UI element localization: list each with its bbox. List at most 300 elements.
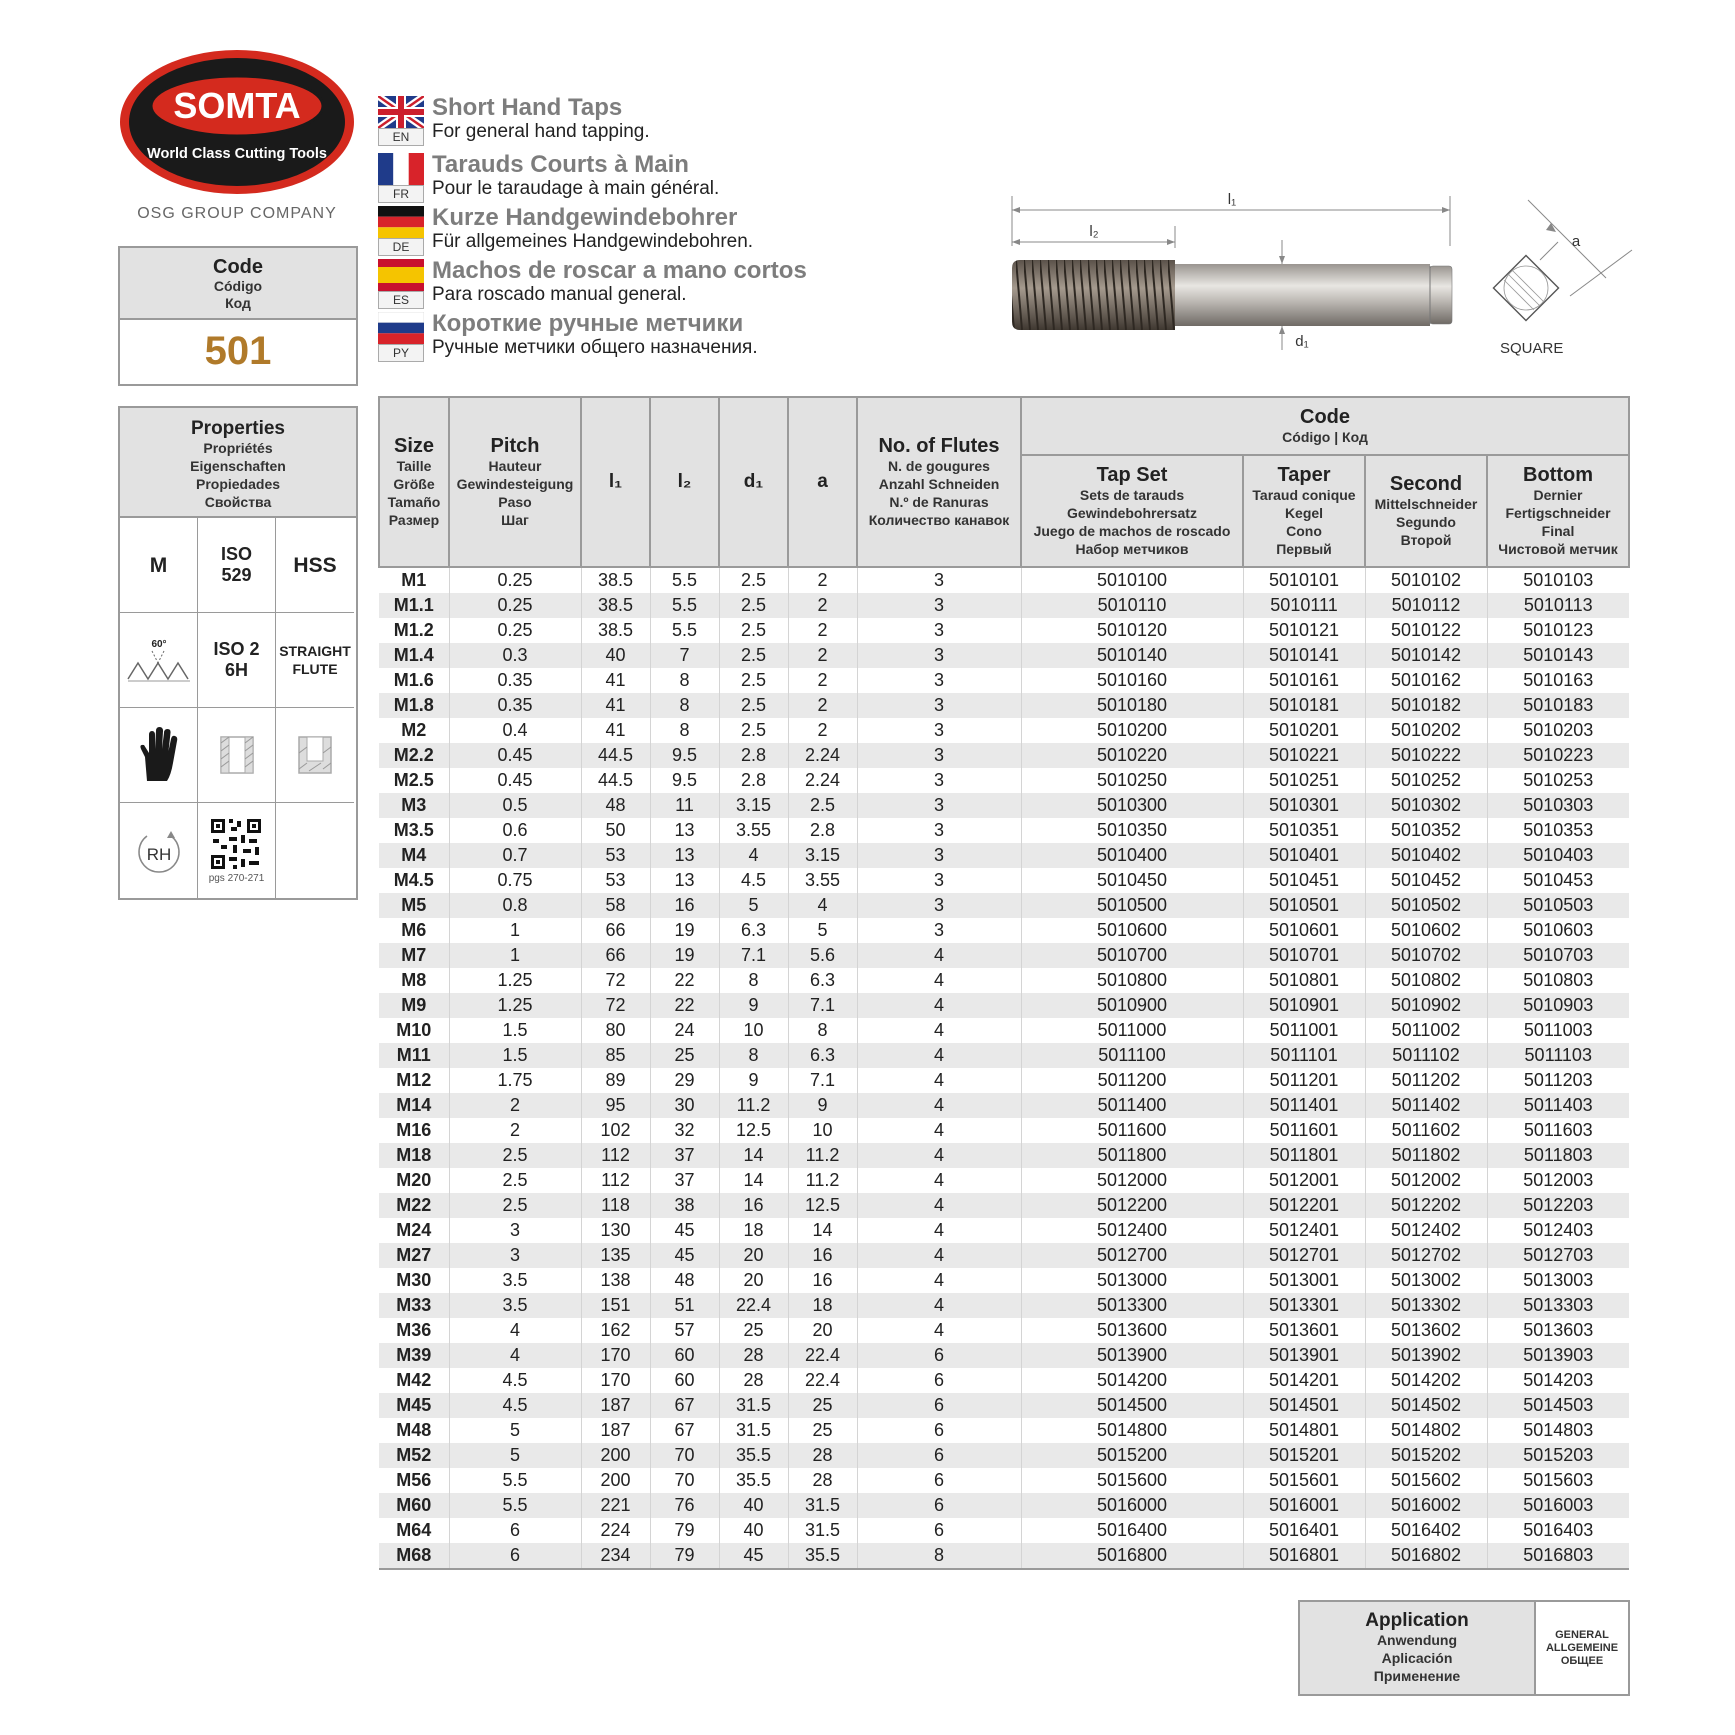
cell-second-code: 5013902 [1365,1343,1487,1368]
cell-taper-code: 5010351 [1243,818,1365,843]
cell-tap-set-code: 5010800 [1021,968,1243,993]
table-row [379,1043,1629,1068]
cell-size: M9 [379,993,449,1018]
cell-d1: 2.8 [719,743,788,768]
cell-flutes: 3 [857,893,1021,918]
cell-tap-set-code: 5016400 [1021,1518,1243,1543]
cell-tap-set-code: 5010200 [1021,718,1243,743]
cell-pitch: 5 [449,1418,581,1443]
cell-l1: 89 [581,1068,650,1093]
cell-pitch: 1 [449,918,581,943]
cell-second-code: 5010162 [1365,668,1487,693]
cell-d1: 2.5 [719,718,788,743]
cell-d1: 18 [719,1218,788,1243]
cell-bottom-code: 5013603 [1487,1318,1629,1343]
cell-bottom-code: 5010503 [1487,893,1629,918]
cell-second-code: 5011602 [1365,1118,1487,1143]
cell-l2: 29 [650,1068,719,1093]
cell-size: M2.5 [393,770,434,790]
cell-d1: 20 [719,1243,788,1268]
cell-bottom-code: 5013003 [1487,1268,1629,1293]
cell-pitch: 0.25 [449,567,581,593]
cell-a: 16 [788,1243,857,1268]
cell-l2: 16 [650,893,719,918]
cell-pitch: 2.5 [449,1168,581,1193]
cell-taper-code: 5012701 [1243,1243,1365,1268]
cell-l2: 76 [650,1493,719,1518]
cell-tap-set-code: 5010140 [1021,643,1243,668]
table-body [379,567,1629,1569]
cell-bottom-code: 5010203 [1487,718,1629,743]
cell-flutes: 4 [857,1193,1021,1218]
product-code-box [118,246,358,386]
table-row [379,943,1629,968]
cell-size: M3 [379,793,449,818]
cell-size: M1.1 [379,593,449,618]
cell-bottom-code: 5011403 [1487,1093,1629,1118]
subtitle-text: Für allgemeines Handgewindebohren. [432,231,754,252]
cell-l1: 53 [581,868,650,893]
cell-d1: 25 [719,1318,788,1343]
cell-a: 2.24 [788,768,857,793]
table-row [379,643,1629,668]
cell-bottom-code: 5012403 [1487,1218,1629,1243]
cell-second-code: 5015602 [1365,1468,1487,1493]
cell-size: M52 [379,1443,449,1468]
cell-l1: 48 [581,793,650,818]
cell-d1: 2.5 [719,668,788,693]
table-row [379,668,1629,693]
cell-taper-code: 5010401 [1243,843,1365,868]
table-row [379,993,1629,1018]
cell-l1: 53 [581,843,650,868]
cell-flutes: 4 [857,993,1021,1018]
size-header: Size Taille Größe Tamaño Размер [379,397,449,567]
cell-tap-set-code: 5010700 [1021,943,1243,968]
cell-flutes: 4 [857,968,1021,993]
cell-flutes: 6 [857,1493,1021,1518]
table-row [379,1218,1629,1243]
cell-pitch: 0.6 [449,818,581,843]
cell-l1: 72 [581,993,650,1018]
cell-size: M45 [379,1393,449,1418]
cell-flutes: 3 [857,843,1021,868]
cell-size: M2 [401,720,427,740]
cell-a: 2 [788,618,857,643]
cell-size: M11 [379,1043,449,1068]
cell-l1: 138 [581,1268,650,1293]
cell-l2: 79 [650,1543,719,1569]
cell-pitch: 1.25 [449,993,581,1018]
cell-pitch: 2 [449,1118,581,1143]
cell-flutes: 4 [857,1068,1021,1093]
cell-d1: 8 [719,1043,788,1068]
cell-l1: 80 [581,1018,650,1043]
cell-d1: 9 [719,1068,788,1093]
flutes-header: No. of Flutes N. de gougures Anzahl Schneiden N.º de Ranuras Количество канавок [857,397,1021,567]
cell-size: M1 [401,570,427,590]
cell-second-code: 5010452 [1365,868,1487,893]
cell-flutes: 4 [857,1093,1021,1118]
cell-bottom-code: 5010703 [1487,943,1629,968]
code-label: Code [213,256,263,278]
cell-taper-code: 5010251 [1243,768,1365,793]
material-cell [276,518,354,613]
through-hole-icon [217,733,257,777]
cell-l1: 170 [581,1343,650,1368]
cell-bottom-code: 5011603 [1487,1118,1629,1143]
cell-pitch: 4.5 [449,1393,581,1418]
application-box [1298,1600,1630,1696]
cell-second-code: 5010182 [1365,693,1487,718]
cell-pitch: 0.45 [449,743,581,768]
cell-flutes: 3 [857,818,1021,843]
cell-l1: 66 [581,918,650,943]
cell-taper-code: 5010901 [1243,993,1365,1018]
cell-size: M16 [396,1120,432,1140]
cell-a: 5.6 [788,943,857,968]
cell-d1: 40 [719,1518,788,1543]
cell-bottom-code: 5016803 [1487,1543,1629,1569]
subtitle-text: For general hand tapping. [432,121,650,142]
cell-bottom-code: 5015603 [1487,1468,1629,1493]
thread-type-cell [120,518,198,613]
cell-taper-code: 5014801 [1243,1418,1365,1443]
cell-tap-set-code: 5014200 [1021,1368,1243,1393]
cell-size: M27 [379,1243,449,1268]
cell-second-code: 5011402 [1365,1093,1487,1118]
cell-bottom-code: 5010123 [1487,618,1629,643]
cell-taper-code: 5010501 [1243,893,1365,918]
cell-bottom-code: 5010113 [1487,593,1629,618]
cell-taper-code: 5012001 [1243,1168,1365,1193]
cell-bottom-code: 5016403 [1487,1518,1629,1543]
cell-tap-set-code: 5015200 [1021,1443,1243,1468]
cell-taper-code: 5010451 [1243,868,1365,893]
cell-tap-set-code: 5010450 [1021,868,1243,893]
cell-taper-code: 5010601 [1243,918,1365,943]
properties-title-es: Propiedades [195,476,281,492]
table-row [379,1018,1629,1043]
cell-a: 2 [788,593,857,618]
cell-tap-set-code: 5010110 [1021,593,1243,618]
cell-second-code: 5010902 [1365,993,1487,1018]
cell-pitch: 0.3 [449,643,581,668]
cell-a: 18 [788,1293,857,1318]
cell-size: M4 [379,843,449,868]
cell-a: 6.3 [788,968,857,993]
cell-a: 5 [788,918,857,943]
flute-cell [276,613,354,708]
cell-second-code: 5016402 [1365,1518,1487,1543]
cell-l1: 41 [581,718,650,743]
cell-l2: 79 [650,1518,719,1543]
cell-taper-code: 5011801 [1243,1143,1365,1168]
cell-second-code: 5013002 [1365,1268,1487,1293]
spain-flag-icon [378,259,424,309]
dimensions-table [378,396,1630,1570]
cell-tap-set-code: 5011200 [1021,1068,1243,1093]
cell-l2: 37 [650,1168,719,1193]
cell-taper-code: 5012201 [1243,1193,1365,1218]
cell-pitch: 1 [449,943,581,968]
table-row [379,1343,1629,1368]
cell-a: 2.5 [788,793,857,818]
cell-l2: 22 [650,993,719,1018]
cell-flutes: 3 [857,567,1021,593]
cell-flutes: 6 [857,1518,1021,1543]
table-row [379,1243,1629,1268]
lang-code: FR [378,185,424,203]
table-row [379,1068,1629,1093]
france-flag-icon [378,153,424,203]
cell-l1: 151 [581,1293,650,1318]
cell-l1: 221 [581,1493,650,1518]
cell-flutes: 4 [857,1268,1021,1293]
cell-flutes: 4 [857,1168,1021,1193]
cell-l2: 60 [650,1343,719,1368]
cell-taper-code: 5015201 [1243,1443,1365,1468]
cell-l2: 67 [650,1418,719,1443]
cell-tap-set-code: 5016800 [1021,1543,1243,1569]
cell-size: M5 [379,893,449,918]
cell-taper-code: 5016001 [1243,1493,1365,1518]
cell-second-code: 5011202 [1365,1068,1487,1093]
cell-d1: 40 [719,1493,788,1518]
cell-flutes: 6 [857,1343,1021,1368]
iso-number: 529 [221,565,252,585]
tap-set-header: Tap Set Sets de tarauds Gewindebohrersatz Juego de machos de roscado Набор метчиков [1021,455,1243,567]
cell-size: M64 [396,1520,432,1540]
cell-pitch: 1.25 [449,968,581,993]
cell-bottom-code: 5011803 [1487,1143,1629,1168]
cell-taper-code: 5010201 [1243,718,1365,743]
cell-a: 31.5 [788,1493,857,1518]
a-header: a [788,397,857,567]
cell-taper-code: 5010121 [1243,618,1365,643]
cell-l1: 162 [581,1318,650,1343]
cell-l2: 45 [650,1218,719,1243]
cell-a: 2 [788,567,857,593]
cell-d1: 3.55 [719,818,788,843]
cell-d1: 20 [719,1268,788,1293]
cell-l1: 44.5 [581,768,650,793]
cell-l2: 13 [650,868,719,893]
cell-tap-set-code: 5011800 [1021,1143,1243,1168]
cell-l2: 13 [650,818,719,843]
cell-l2: 22 [650,968,719,993]
cell-a: 2.8 [788,818,857,843]
cell-size: M1.4 [379,643,449,668]
cell-size: M56 [396,1470,432,1490]
cell-second-code: 5014502 [1365,1393,1487,1418]
cell-second-code: 5012402 [1365,1218,1487,1243]
cell-a: 11.2 [788,1143,857,1168]
cell-size: M14 [379,1093,449,1118]
cell-l1: 200 [581,1468,650,1493]
cell-second-code: 5012702 [1365,1243,1487,1268]
cell-pitch: 1.75 [449,1068,581,1093]
l2-header: l₂ [650,397,719,567]
cell-l2: 11 [650,793,719,818]
cell-l1: 58 [581,893,650,918]
qr-caption: pgs 270-271 [208,873,265,884]
tolerance-cell [198,613,276,708]
qr-code-icon[interactable] [209,817,263,871]
cell-d1: 2.5 [719,643,788,668]
cell-bottom-code: 5010903 [1487,993,1629,1018]
cell-a: 31.5 [788,1518,857,1543]
empty-cell [276,803,354,898]
cell-l1: 112 [581,1168,650,1193]
cell-size: M12 [396,1070,432,1090]
cell-pitch: 4 [449,1343,581,1368]
cell-pitch: 4 [449,1318,581,1343]
table-row [379,1443,1629,1468]
cell-l1: 135 [581,1243,650,1268]
group-company-label: OSG GROUP COMPANY [137,205,337,222]
cell-d1: 14 [719,1168,788,1193]
cell-size: M18 [379,1143,449,1168]
application-label-ru: Применение [1373,1668,1461,1684]
uk-flag-icon [378,96,424,146]
cell-bottom-code: 5013303 [1487,1293,1629,1318]
cell-d1: 45 [719,1543,788,1569]
cell-l2: 5.5 [650,567,719,593]
cell-l1: 44.5 [581,743,650,768]
subtitle-text: Pour le taraudage à main général. [432,178,720,199]
application-label-de: Anwendung [1376,1632,1458,1648]
cell-size: M8 [401,970,427,990]
cell-size: M22 [379,1193,449,1218]
cell-l1: 224 [581,1518,650,1543]
cell-size: M48 [396,1420,432,1440]
table-row [379,693,1629,718]
application-label-es: Aplicación [1381,1650,1453,1666]
cell-second-code: 5010112 [1365,593,1487,618]
table-row [379,918,1629,943]
cell-l1: 41 [581,668,650,693]
table-row [379,1118,1629,1143]
cell-bottom-code: 5012003 [1487,1168,1629,1193]
cell-a: 22.4 [788,1368,857,1393]
cell-tap-set-code: 5010120 [1021,618,1243,643]
cell-flutes: 6 [857,1393,1021,1418]
second-header: Second Mittelschneider Segundo Второй [1365,455,1487,567]
cell-size: M1.6 [393,670,434,690]
cell-size: M10 [396,1020,432,1040]
table-row [379,1143,1629,1168]
cell-taper-code: 5014501 [1243,1393,1365,1418]
cell-pitch: 0.35 [449,668,581,693]
cell-size: M36 [396,1320,432,1340]
cell-bottom-code: 5012203 [1487,1193,1629,1218]
cell-second-code: 5010602 [1365,918,1487,943]
right-hand-rotation-icon [131,826,187,876]
cell-taper-code: 5010221 [1243,743,1365,768]
cell-pitch: 0.35 [449,693,581,718]
cell-l2: 9.5 [650,768,719,793]
cell-l1: 50 [581,818,650,843]
cell-d1: 4 [719,843,788,868]
thread-profile-icon [126,635,192,685]
cell-l1: 187 [581,1418,650,1443]
cell-flutes: 3 [857,693,1021,718]
cell-d1: 31.5 [719,1418,788,1443]
cell-l1: 187 [581,1393,650,1418]
cell-d1: 7.1 [719,943,788,968]
cell-second-code: 5010352 [1365,818,1487,843]
table-row [379,567,1629,593]
cell-l2: 9.5 [650,743,719,768]
cell-flutes: 4 [857,1018,1021,1043]
table-row [379,868,1629,893]
cell-d1: 28 [719,1343,788,1368]
cell-size: M20 [396,1170,432,1190]
cell-size: M33 [379,1293,449,1318]
cell-taper-code: 5013301 [1243,1293,1365,1318]
title-de [378,206,798,256]
cell-bottom-code: 5011003 [1487,1018,1629,1043]
cell-second-code: 5012202 [1365,1193,1487,1218]
cell-size: M68 [379,1543,449,1569]
cell-pitch: 4.5 [449,1368,581,1393]
cell-bottom-code: 5010163 [1487,668,1629,693]
thread-angle-cell [120,613,198,708]
blind-hole-cell [276,708,354,803]
cell-flutes: 6 [857,1468,1021,1493]
cell-bottom-code: 5012703 [1487,1243,1629,1268]
cell-size: M3.5 [393,820,434,840]
cell-tap-set-code: 5010160 [1021,668,1243,693]
cell-size: M4.5 [393,870,434,890]
cell-d1: 9 [719,993,788,1018]
cell-pitch: 0.45 [449,768,581,793]
cell-flutes: 4 [857,1118,1021,1143]
cell-d1: 35.5 [719,1468,788,1493]
cell-l2: 8 [650,718,719,743]
qr-cell [198,803,276,898]
cell-d1: 22.4 [719,1293,788,1318]
cell-second-code: 5013302 [1365,1293,1487,1318]
cell-l2: 45 [650,1243,719,1268]
cell-flutes: 4 [857,943,1021,968]
title-text: Tarauds Courts à Main [432,151,689,178]
title-fr [378,153,798,203]
cell-bottom-code: 5014803 [1487,1418,1629,1443]
application-value-ru: ОБЩЕЕ [1560,1654,1604,1667]
table-row [379,1493,1629,1518]
cell-size: M1.8 [379,693,449,718]
cell-a: 22.4 [788,1343,857,1368]
cell-tap-set-code: 5010400 [1021,843,1243,868]
cell-tap-set-code: 5010500 [1021,893,1243,918]
cell-tap-set-code: 5010350 [1021,818,1243,843]
cell-a: 28 [788,1443,857,1468]
cell-bottom-code: 5013903 [1487,1343,1629,1368]
cell-flutes: 4 [857,1293,1021,1318]
table-row [379,743,1629,768]
cell-taper-code: 5016401 [1243,1518,1365,1543]
lang-code: DE [378,238,424,256]
cell-a: 10 [788,1118,857,1143]
cell-pitch: 3 [449,1218,581,1243]
cell-size: M24 [396,1220,432,1240]
cell-taper-code: 5014201 [1243,1368,1365,1393]
cell-d1: 4.5 [719,868,788,893]
cell-flutes: 3 [857,868,1021,893]
cell-second-code: 5010202 [1365,718,1487,743]
